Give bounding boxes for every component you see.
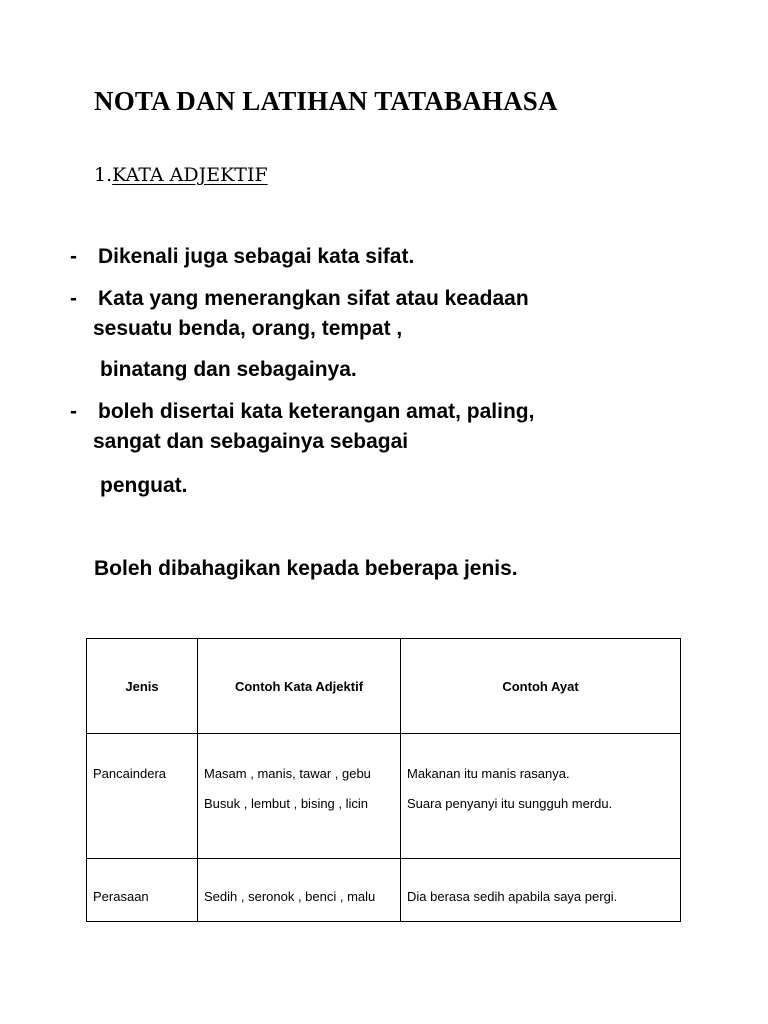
bullet-text: sesuatu benda, orang, tempat , (93, 317, 403, 340)
bullet-dash: - (70, 287, 77, 310)
bullet-text: binatang dan sebagainya. (100, 358, 357, 381)
cell-text: Suara penyanyi itu sungguh merdu. (407, 796, 613, 811)
cell-text: Pancaindera (93, 766, 166, 781)
cell-contoh-ayat (401, 859, 681, 922)
cell-text: Busuk , lembut , bising , licin (204, 796, 369, 811)
bullet-text: Dikenali juga sebagai kata sifat. (98, 245, 415, 268)
page-title: NOTA DAN LATIHAN TATABAHASA (94, 86, 558, 116)
header-contoh-kata: Contoh Kata Adjektif (198, 639, 401, 734)
table-header-row (87, 639, 681, 734)
bullet-text: sangat dan sebagainya sebagai (93, 430, 409, 453)
cell-jenis (87, 859, 198, 922)
section-heading (94, 164, 268, 186)
cell-text: Masam , manis, tawar , gebu (204, 766, 371, 781)
bullet-text: boleh disertai kata keterangan amat, paling, (98, 400, 535, 423)
bullet-text: Kata yang menerangkan sifat atau keadaan (98, 287, 529, 310)
cell-text: Dia berasa sedih apabila saya pergi. (407, 889, 618, 904)
table-row (87, 734, 681, 859)
bullet-text: penguat. (100, 474, 188, 497)
cell-jenis (87, 734, 198, 859)
header-contoh-ayat: Contoh Ayat (401, 639, 681, 734)
cell-text: Makanan itu manis rasanya. (407, 766, 570, 781)
summary-text: Boleh dibahagikan kepada beberapa jenis. (94, 557, 518, 580)
section-number: 1. (94, 164, 113, 186)
adjective-table (86, 638, 681, 922)
header-jenis: Jenis (87, 639, 198, 734)
bullet-dash: - (70, 400, 77, 423)
cell-contoh-kata (198, 734, 401, 859)
table-row (87, 859, 681, 922)
cell-text: Sedih , seronok , benci , malu (204, 889, 376, 904)
cell-text: Perasaan (93, 889, 149, 904)
cell-contoh-ayat (401, 734, 681, 859)
section-title: KATA ADJEKTIF (112, 164, 268, 186)
bullet-dash: - (70, 245, 77, 268)
cell-contoh-kata (198, 859, 401, 922)
